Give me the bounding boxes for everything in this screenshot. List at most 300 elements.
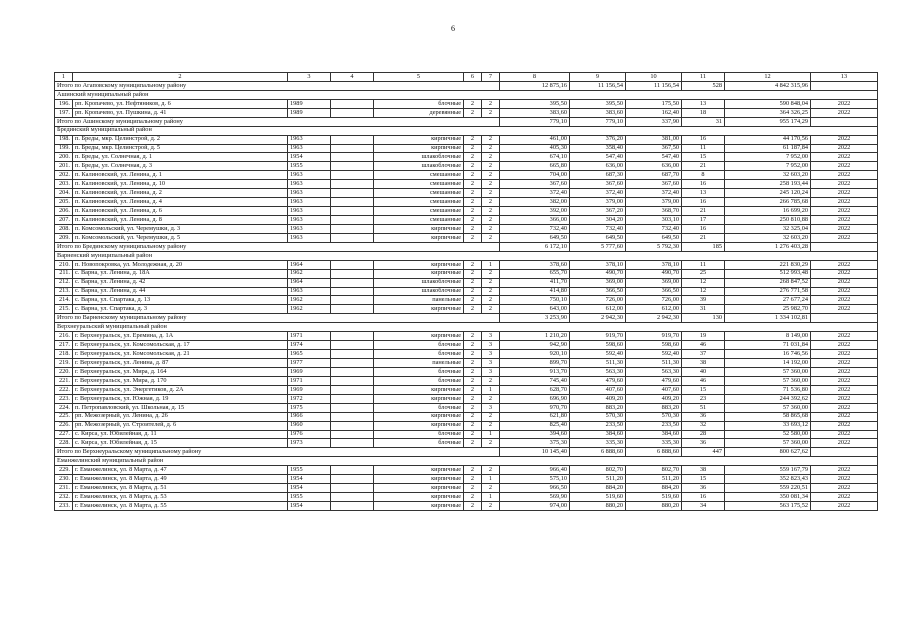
residential-area: 598,60 [626,341,682,350]
address: п. Калиновский, ул. Ленина, д. 1 [73,171,288,180]
district-header-row [55,90,878,99]
living-area: 369,00 [570,278,626,287]
completion-year: 2022 [811,332,878,341]
residents: 12 [682,287,725,296]
completion-year: 2022 [811,466,878,475]
row-number: 216. [55,332,73,341]
completion-year: 2022 [811,421,878,430]
district-name: Варненский муниципальный район [55,251,878,260]
residents: 21 [682,233,725,242]
empty-cell [331,287,374,296]
year-built: 1977 [288,359,331,368]
total-label: Итого по Варненскому муниципальному району [55,314,500,323]
year-built: 1963 [288,224,331,233]
year-built: 1960 [288,421,331,430]
empty-cell [331,296,374,305]
table-row [55,207,878,216]
entrances: 2 [482,502,500,511]
table-row [55,216,878,225]
living-area: 378,10 [570,260,626,269]
row-number: 203. [55,180,73,189]
row-number: 220. [55,367,73,376]
address: с. Кирса, ул. Юбилейная, д. 15 [73,439,288,448]
district-name: Еманжелинский муниципальный район [55,457,878,466]
empty-cell [331,466,374,475]
total-label: Итого по Брединскому муниципальному району [55,242,500,251]
residents: 25 [682,269,725,278]
living-area: 732,40 [570,224,626,233]
wall-material: шлакоблочные [374,278,464,287]
completion-year: 2022 [811,394,878,403]
empty-cell [331,135,374,144]
floors: 2 [464,260,482,269]
entrances: 2 [482,412,500,421]
empty-cell [331,278,374,287]
address: п. Бреды, ул. Солнечная, д. 3 [73,162,288,171]
row-number: 228. [55,439,73,448]
table-row [55,224,878,233]
table-row [55,403,878,412]
empty-cell [331,403,374,412]
repair-cost: 58 865,68 [725,412,811,421]
repair-cost: 268 847,52 [725,278,811,287]
residential-area: 563,30 [626,367,682,376]
address: г. Верхнеуральск, ул. Ленина, д. 87 [73,359,288,368]
repair-cost: 258 193,44 [725,180,811,189]
table-row [55,305,878,314]
residential-area: 175,50 [626,99,682,108]
year-built: 1954 [288,475,331,484]
living-area: 802,70 [570,466,626,475]
floors: 2 [464,394,482,403]
total-area: 461,00 [500,135,570,144]
completion-year: 2022 [811,305,878,314]
row-number: 214. [55,296,73,305]
completion-year: 2022 [811,287,878,296]
address: г. Верхнеуральск, ул. Мира, д. 170 [73,376,288,385]
total-area: 643,00 [500,305,570,314]
floors: 2 [464,376,482,385]
residents: 36 [682,484,725,493]
repair-cost: 250 810,88 [725,216,811,225]
completion-year: 2022 [811,341,878,350]
address: рп. Межозерный, ул. Строителей, д. 6 [73,421,288,430]
living-area: 598,60 [570,341,626,350]
col-header: 4 [331,73,374,82]
residents: 11 [682,260,725,269]
total-area: 12 875,16 [500,81,570,90]
row-number: 199. [55,144,73,153]
residential-area: 381,00 [626,135,682,144]
col-header: 3 [288,73,331,82]
repair-cost: 32 325,04 [725,224,811,233]
entrances: 2 [482,171,500,180]
total-area: 375,30 [500,439,570,448]
empty-cell [331,198,374,207]
row-number: 211. [55,269,73,278]
living-area: 726,00 [570,296,626,305]
residential-area: 649,50 [626,233,682,242]
total-residents: 447 [682,448,725,457]
residents: 12 [682,278,725,287]
empty-cell [811,314,878,323]
total-cost: 4 842 315,96 [725,81,811,90]
wall-material: кирпичные [374,412,464,421]
floors: 2 [464,385,482,394]
entrances: 1 [482,475,500,484]
empty-cell [331,305,374,314]
empty-cell [331,439,374,448]
floors: 2 [464,216,482,225]
address: г. Еманжелинск, ул. 8 Марта, д. 47 [73,466,288,475]
year-built: 1964 [288,278,331,287]
table-row [55,350,878,359]
wall-material: смешанные [374,180,464,189]
table-row [55,162,878,171]
floors: 2 [464,180,482,189]
wall-material: блочные [374,367,464,376]
completion-year: 2022 [811,475,878,484]
year-built: 1963 [288,233,331,242]
wall-material: кирпичные [374,332,464,341]
total-area: 825,40 [500,421,570,430]
residents: 38 [682,466,725,475]
repair-cost: 32 603,20 [725,233,811,242]
empty-cell [331,350,374,359]
wall-material: смешанные [374,171,464,180]
address: с. Варна, ул. Спартака, д. 13 [73,296,288,305]
living-area: 919,70 [570,332,626,341]
empty-cell [331,376,374,385]
completion-year: 2022 [811,412,878,421]
district-header-row [55,126,878,135]
entrances: 3 [482,332,500,341]
residential-area: 519,60 [626,493,682,502]
residents: 40 [682,367,725,376]
total-label: Итого по Верхнеуральскому муниципальному району [55,448,500,457]
empty-cell [331,224,374,233]
completion-year: 2022 [811,367,878,376]
address: п. Комсомольский, ул. Черемушки, д. 3 [73,224,288,233]
total-area: 745,40 [500,376,570,385]
living-area: 511,30 [570,359,626,368]
completion-year: 2022 [811,484,878,493]
address: с. Кирса, ул. Юбилейная, д. 11 [73,430,288,439]
housing-table [54,72,878,511]
floors: 2 [464,287,482,296]
total-living-area: 2 942,30 [570,314,626,323]
total-label: Итого по Агаповскому муниципальному району [55,81,500,90]
residents: 16 [682,135,725,144]
floors: 2 [464,296,482,305]
wall-material: блочные [374,341,464,350]
total-area: 394,60 [500,430,570,439]
row-number: 223. [55,394,73,403]
floors: 2 [464,412,482,421]
entrances: 2 [482,162,500,171]
total-residential-area: 6 888,60 [626,448,682,457]
living-area: 409,20 [570,394,626,403]
repair-cost: 57 360,00 [725,439,811,448]
row-number: 206. [55,207,73,216]
entrances: 2 [482,439,500,448]
total-area: 665,80 [500,162,570,171]
total-area: 966,50 [500,484,570,493]
residential-area: 368,70 [626,207,682,216]
address: п. Бреды, ул. Солнечная, д. 1 [73,153,288,162]
row-number: 222. [55,385,73,394]
floors: 2 [464,99,482,108]
row-number: 198. [55,135,73,144]
total-area: 10 145,40 [500,448,570,457]
wall-material: кирпичные [374,502,464,511]
living-area: 383,60 [570,108,626,117]
year-built: 1969 [288,385,331,394]
floors: 2 [464,484,482,493]
entrances: 2 [482,296,500,305]
floors: 2 [464,430,482,439]
entrances: 2 [482,135,500,144]
year-built: 1976 [288,430,331,439]
table-row [55,171,878,180]
residential-area: 592,40 [626,350,682,359]
floors: 2 [464,466,482,475]
row-number: 215. [55,305,73,314]
row-number: 208. [55,224,73,233]
empty-cell [331,359,374,368]
wall-material: блочные [374,350,464,359]
empty-cell [331,341,374,350]
year-built: 1989 [288,108,331,117]
row-number: 221. [55,376,73,385]
row-number: 205. [55,198,73,207]
completion-year: 2022 [811,385,878,394]
residents: 38 [682,359,725,368]
wall-material: кирпичные [374,224,464,233]
living-area: 649,50 [570,233,626,242]
total-area: 899,70 [500,359,570,368]
residential-area: 378,10 [626,260,682,269]
total-area: 750,10 [500,296,570,305]
table-row [55,180,878,189]
year-built: 1955 [288,162,331,171]
year-built: 1963 [288,144,331,153]
total-area: 382,00 [500,198,570,207]
living-area: 570,30 [570,412,626,421]
year-built: 1975 [288,403,331,412]
residential-area: 636,00 [626,162,682,171]
table-row [55,260,878,269]
repair-cost: 71 031,84 [725,341,811,350]
wall-material: смешанные [374,189,464,198]
floors: 2 [464,153,482,162]
address: г. Верхнеуральск, ул. Еремина, д. 1А [73,332,288,341]
residents: 46 [682,376,725,385]
total-residential-area: 2 942,30 [626,314,682,323]
address: с. Варна, ул. Ленина, д. 42 [73,278,288,287]
residential-area: 366,50 [626,287,682,296]
row-number: 230. [55,475,73,484]
completion-year: 2022 [811,439,878,448]
table-row [55,99,878,108]
residential-area: 880,20 [626,502,682,511]
total-residential-area: 337,90 [626,117,682,126]
empty-cell [331,430,374,439]
address: п. Калиновский, ул. Ленина, д. 8 [73,216,288,225]
residents: 21 [682,207,725,216]
table-row [55,269,878,278]
empty-cell [331,162,374,171]
empty-cell [811,242,878,251]
residents: 13 [682,189,725,198]
residential-area: 511,20 [626,475,682,484]
living-area: 563,30 [570,367,626,376]
wall-material: кирпичные [374,493,464,502]
living-area: 379,00 [570,198,626,207]
wall-material: блочные [374,430,464,439]
floors: 2 [464,162,482,171]
row-number: 217. [55,341,73,350]
residential-area: 479,60 [626,376,682,385]
repair-cost: 559 220,51 [725,484,811,493]
district-total-row [55,81,878,90]
address: п. Калиновский, ул. Ленина, д. 4 [73,198,288,207]
empty-cell [331,233,374,242]
total-area: 966,40 [500,466,570,475]
total-cost: 1 334 102,81 [725,314,811,323]
year-built: 1963 [288,171,331,180]
completion-year: 2022 [811,162,878,171]
total-cost: 1 276 403,28 [725,242,811,251]
residential-area: 547,40 [626,153,682,162]
residents: 28 [682,430,725,439]
col-header: 9 [570,73,626,82]
entrances: 2 [482,421,500,430]
year-built: 1963 [288,189,331,198]
district-header-row [55,251,878,260]
empty-cell [331,153,374,162]
residents: 16 [682,198,725,207]
repair-cost: 33 693,12 [725,421,811,430]
entrances: 2 [482,484,500,493]
residents: 51 [682,403,725,412]
year-built: 1955 [288,466,331,475]
year-built: 1954 [288,502,331,511]
wall-material: кирпичные [374,233,464,242]
repair-cost: 563 175,52 [725,502,811,511]
wall-material: блочные [374,99,464,108]
year-built: 1954 [288,153,331,162]
total-area: 655,70 [500,269,570,278]
table-row [55,135,878,144]
residential-area: 612,00 [626,305,682,314]
floors: 2 [464,135,482,144]
empty-cell [331,108,374,117]
empty-cell [331,332,374,341]
row-number: 202. [55,171,73,180]
residential-area: 372,40 [626,189,682,198]
total-area: 649,50 [500,233,570,242]
entrances: 2 [482,198,500,207]
repair-cost: 590 848,04 [725,99,811,108]
floors: 2 [464,421,482,430]
total-area: 366,00 [500,216,570,225]
year-built: 1954 [288,484,331,493]
repair-cost: 27 677,24 [725,296,811,305]
repair-cost: 16 746,56 [725,350,811,359]
total-area: 779,10 [500,117,570,126]
wall-material: кирпичные [374,305,464,314]
total-area: 674,10 [500,153,570,162]
floors: 2 [464,341,482,350]
wall-material: кирпичные [374,421,464,430]
total-residents: 185 [682,242,725,251]
living-area: 372,40 [570,189,626,198]
living-area: 407,60 [570,385,626,394]
address: п. Комсомольский, ул. Черемушки, д. 5 [73,233,288,242]
residents: 11 [682,144,725,153]
year-built: 1973 [288,439,331,448]
residents: 21 [682,162,725,171]
table-row [55,439,878,448]
residential-area: 384,60 [626,430,682,439]
wall-material: кирпичные [374,260,464,269]
residential-area: 883,20 [626,403,682,412]
row-number: 201. [55,162,73,171]
completion-year: 2022 [811,278,878,287]
year-built: 1962 [288,305,331,314]
table-row [55,278,878,287]
repair-cost: 350 081,34 [725,493,811,502]
row-number: 218. [55,350,73,359]
empty-cell [811,117,878,126]
row-number: 224. [55,403,73,412]
completion-year: 2022 [811,144,878,153]
total-area: 3 253,90 [500,314,570,323]
year-built: 1966 [288,412,331,421]
wall-material: кирпичные [374,466,464,475]
total-label: Итого по Ашинскому муниципальному району [55,117,500,126]
repair-cost: 352 823,43 [725,475,811,484]
address: г. Верхнеуральск, ул. Комсомольская, д. 21 [73,350,288,359]
repair-cost: 71 536,80 [725,385,811,394]
row-number: 231. [55,484,73,493]
entrances: 2 [482,466,500,475]
total-cost: 800 627,62 [725,448,811,457]
wall-material: блочные [374,403,464,412]
entrances: 2 [482,207,500,216]
year-built: 1963 [288,216,331,225]
residential-area: 687,70 [626,171,682,180]
year-built: 1962 [288,269,331,278]
wall-material: блочные [374,439,464,448]
residential-area: 335,30 [626,439,682,448]
total-area: 367,60 [500,180,570,189]
header-row [55,73,878,82]
total-residents: 130 [682,314,725,323]
total-area: 970,70 [500,403,570,412]
completion-year: 2022 [811,296,878,305]
completion-year: 2022 [811,180,878,189]
row-number: 225. [55,412,73,421]
table-row [55,144,878,153]
residential-area: 732,40 [626,224,682,233]
address: п. Новопокровка, ул. Молодежная, д. 20 [73,260,288,269]
floors: 2 [464,269,482,278]
table-row [55,430,878,439]
district-total-row [55,117,878,126]
completion-year: 2022 [811,108,878,117]
